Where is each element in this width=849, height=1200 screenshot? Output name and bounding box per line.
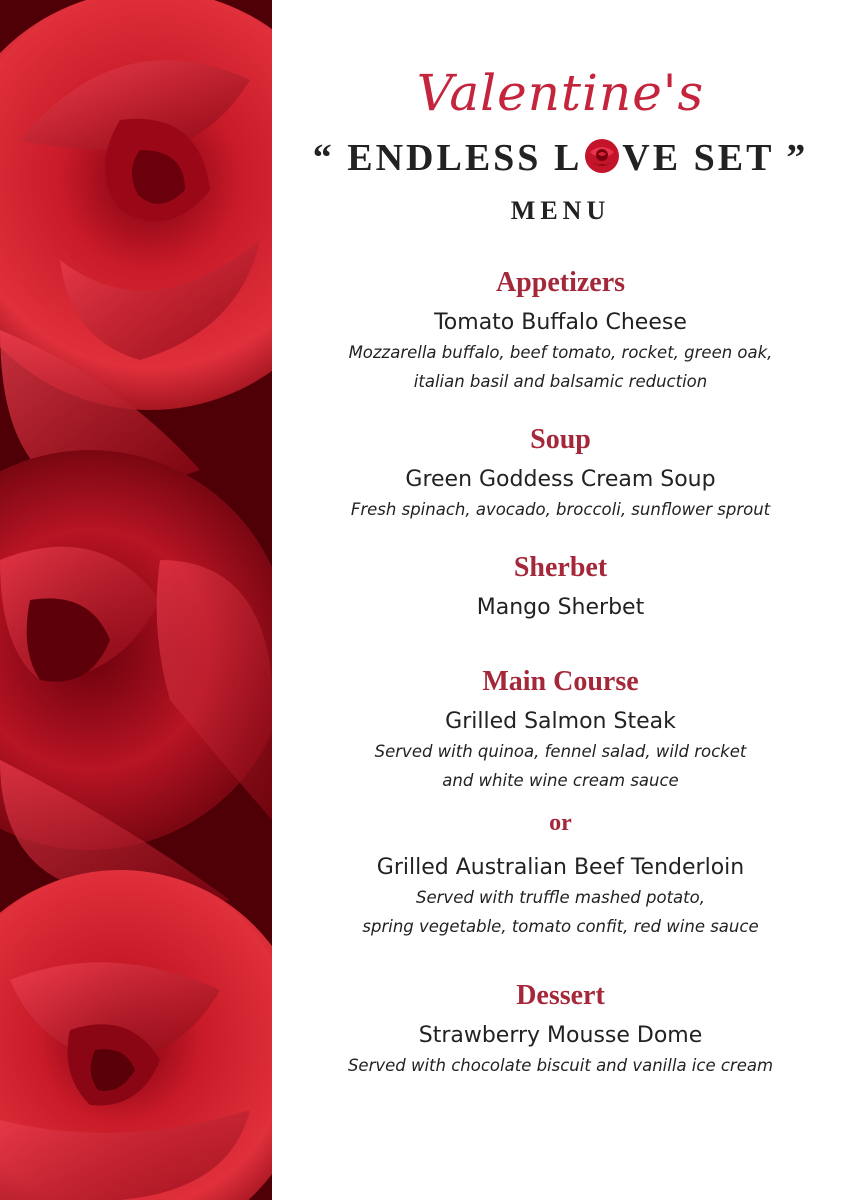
rose-icon (584, 138, 620, 174)
dish-grilled-salmon-steak: Grilled Salmon Steak (445, 709, 676, 734)
dish-description: Served with chocolate biscuit and vanilla ice cream (347, 1056, 774, 1075)
dish-description: Fresh spinach, avocado, broccoli, sunflower sprout (350, 500, 771, 519)
red-roses-image (0, 0, 272, 1200)
section-sherbet (272, 551, 849, 623)
dish-description: spring vegetable, tomato confit, red wine sauce (362, 917, 759, 936)
section-main-course-alt (272, 845, 849, 941)
dish-tomato-buffalo-cheese: Tomato Buffalo Cheese (434, 310, 687, 335)
dish-green-goddess-soup: Green Goddess Cream Soup (405, 467, 716, 492)
dish-description: Served with quinoa, fennel salad, wild rocket (374, 742, 747, 761)
section-title-sherbet: Sherbet (513, 552, 608, 583)
section-title-dessert: Dessert (516, 980, 605, 1011)
menu-panel (272, 0, 849, 1200)
dish-strawberry-mousse-dome: Strawberry Mousse Dome (418, 1023, 703, 1048)
section-dessert (272, 979, 849, 1080)
dish-description: Served with truffle mashed potato, (416, 888, 705, 907)
section-title-appetizers: Appetizers (495, 267, 626, 298)
roses-illustration (0, 0, 272, 1200)
section-title-soup: Soup (530, 424, 591, 455)
set-title-right: VE SET ” (622, 137, 809, 179)
valentines-script-title: Valentine's (416, 64, 705, 122)
section-main-course (272, 665, 849, 795)
set-title-left: “ ENDLESS L (312, 137, 583, 179)
dish-australian-beef-tenderloin: Grilled Australian Beef Tenderloin (376, 855, 745, 880)
endless-love-set-title (272, 136, 849, 180)
dish-description: italian basil and balsamic reduction (413, 372, 708, 391)
menu-heading: MENU (510, 196, 611, 225)
section-soup (272, 423, 849, 524)
or-divider: or (549, 810, 572, 836)
section-title-main-course: Main Course (482, 666, 639, 697)
dish-description: and white wine cream sauce (442, 771, 679, 790)
dish-mango-sherbet: Mango Sherbet (476, 595, 645, 620)
dish-description: Mozzarella buffalo, beef tomato, rocket, green oak, (348, 343, 773, 362)
section-appetizers (272, 266, 849, 396)
